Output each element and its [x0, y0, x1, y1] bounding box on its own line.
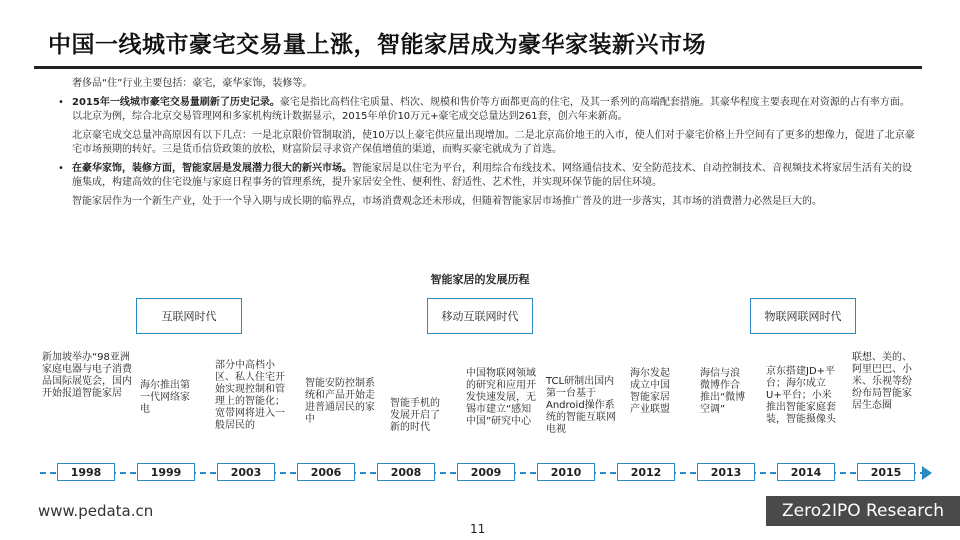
intro-text: 奢侈品“住”行业主要包括：豪宅，豪华家饰，装修等。: [72, 78, 313, 89]
event-2010: TCL研制出国内第一台基于Android操作系统的智能互联网电视: [546, 376, 616, 435]
paragraph-luxury-housing-text: 豪宅是指比高档住宅质量、档次、规模和售价等方面都更高的住宅，及其一系列的高端配套措施。其豪华程度主要表现在对资源的占有率方面。以北京为例，综合北京交易管理网和多家机构统计数据显示，2015年单价10万元+豪宅成交总量达到261套，创六年来新高。: [72, 96, 910, 122]
paragraph-beijing-reasons-text: 北京豪宅成交总量冲高原因有以下几点：一是北京限价管制取消，使10万以上豪宅供应量出现增加。二是北京高价地王的入市，使人们对于豪宅价格上升空间有了更多的想像力，促进了北京豪宅市场预期的转好。三是货币信贷政策的放松，财富阶层寻求资产保值增值的渠道，而购买豪宅就成为了首选。: [72, 129, 915, 155]
event-2006: 智能安防控制系统和产品开始走进普通居民的家中: [305, 378, 375, 425]
event-2009: 中国物联网领域的研究和应用开发快速发展，无锡市建立“感知中国”研究中心: [466, 368, 536, 427]
paragraph-market-potential-text: 智能家居作为一个新生产业，处于一个导入期与成长期的临界点，市场消费观念还未形成，但随着智能家居市场推广普及的进一步落实，其市场的消费潜力必然是巨大的。: [72, 195, 822, 207]
year-2012: 2012: [617, 463, 675, 481]
footer-url: www.pedata.cn: [38, 502, 154, 520]
era-mobile-internet: 移动互联网时代: [427, 298, 533, 334]
bullet-icon: •: [58, 96, 64, 108]
paragraph-market-potential: [58, 195, 918, 210]
paragraph-luxury-housing: [58, 96, 918, 125]
year-2003: 2003: [217, 463, 275, 481]
year-2015: 2015: [857, 463, 915, 481]
era-iot: 物联网联网时代: [750, 298, 856, 334]
paragraph-smart-home-lead: 在豪华家饰，装修方面，智能家居是发展潜力很大的新兴市场。: [72, 162, 352, 174]
bullet-icon: •: [58, 162, 64, 174]
year-2013: 2013: [697, 463, 755, 481]
paragraph-smart-home: [58, 162, 918, 191]
event-2014: 京东搭建JD+平台；海尔成立U+平台；小米推出智能家庭套装，智能摄像头: [766, 366, 836, 425]
timeline-title: 智能家居的发展历程: [430, 273, 530, 286]
era-internet: 互联网时代: [136, 298, 242, 334]
year-2008: 2008: [377, 463, 435, 481]
event-2015: 联想、美的、阿里巴巴、小米、乐视等纷纷布局智能家居生态圈: [852, 352, 912, 411]
event-2013: 海信与浪微博作合推出“微博空调”: [700, 368, 746, 415]
event-2012: 海尔发起成立中国智能家居产业联盟: [630, 368, 670, 415]
paragraph-smart-home-text: 智能家居是以住宅为平台，利用综合布线技术、网络通信技术、安全防范技术、自动控制技术、音视频技术将家居生活有关的设施集成，构建高效的住宅设施与家庭日程事务的管理系统，提升家居安全性、便利性、舒适性、艺术性，并实现环保节能的居住环境。: [72, 162, 912, 188]
brand-logo: Zero2IPO Research: [766, 496, 960, 526]
paragraph-beijing-reasons: [58, 129, 918, 158]
year-2010: 2010: [537, 463, 595, 481]
slide-title: 中国一线城市豪宅交易量上涨，智能家居成为豪华家装新兴市场: [48, 32, 706, 58]
body-text: [58, 77, 918, 209]
event-2003: 部分中高档小区、私人住宅开始实现控制和管理上的智能化；宽带网将进入一般居民的: [215, 360, 285, 431]
paragraph-luxury-housing-lead: 2015年一线城市豪宅交易量刷新了历史记录。: [72, 96, 280, 108]
year-2006: 2006: [297, 463, 355, 481]
arrow-right-icon: [922, 466, 932, 480]
event-1999: 海尔推出第一代网络家电: [140, 380, 190, 415]
event-2008: 智能手机的发展开启了新的时代: [390, 398, 440, 433]
event-1998: 新加坡举办“98亚洲家庭电器与电子消费品国际展览会，国内开始报道智能家居: [42, 352, 132, 399]
year-2009: 2009: [457, 463, 515, 481]
page-number: 11: [470, 522, 486, 536]
year-2014: 2014: [777, 463, 835, 481]
title-divider: [34, 66, 922, 69]
intro-paragraph: [58, 77, 918, 92]
year-1998: 1998: [57, 463, 115, 481]
year-1999: 1999: [137, 463, 195, 481]
